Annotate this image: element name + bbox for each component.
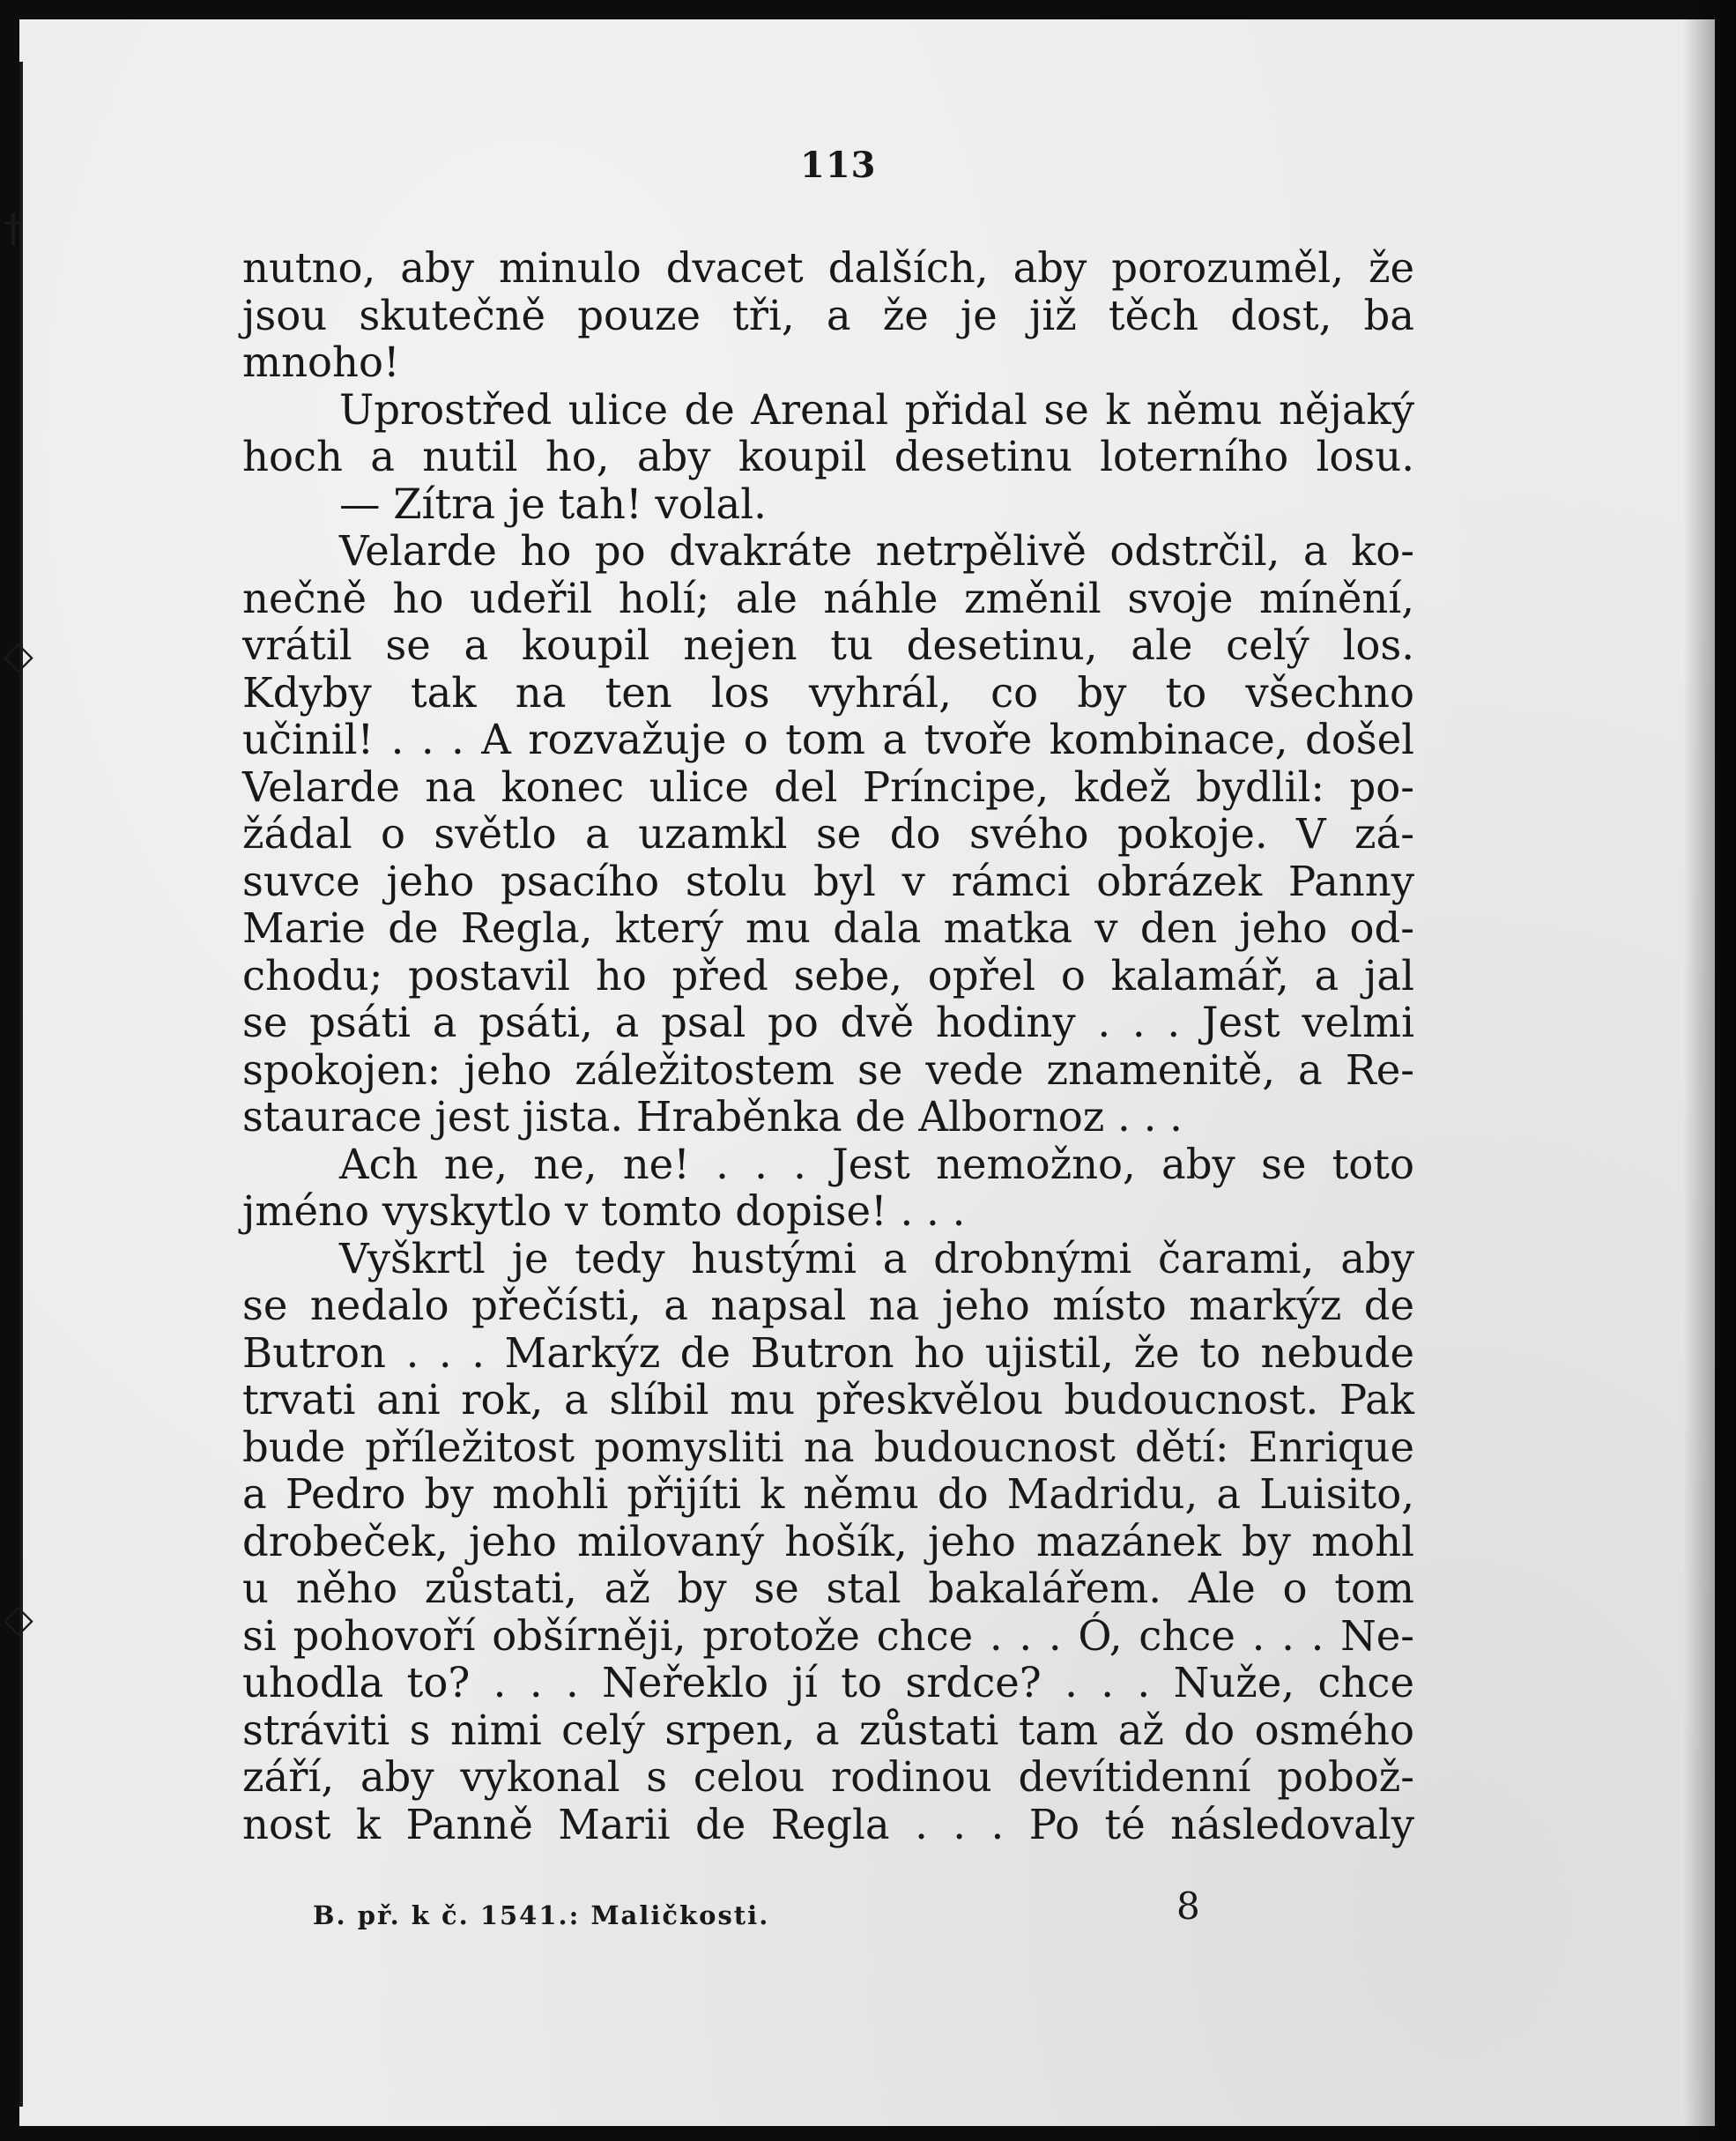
- text-line: nečně ho udeřil holí; ale náhle změnil svoje mínění,: [242, 574, 1414, 622]
- text-line: a Pedro by mohli přijíti k němu do Madridu, a Luisito,: [242, 1470, 1414, 1518]
- binding-thread-mark: ◇: [4, 1596, 33, 1641]
- text-line: jméno vyskytlo v tomto dopise! . . .: [242, 1187, 966, 1235]
- text-line: jsou skutečně pouze tři, a že je již těch dost, ba: [242, 291, 1414, 339]
- text-line: u něho zůstati, až by se stal bakalářem. Ale o tom: [242, 1565, 1414, 1612]
- text-line: trvati ani rok, a slíbil mu přeskvělou budoucnost. Pak: [242, 1376, 1414, 1424]
- text-line: se nedalo přečísti, a napsal na jeho místo markýz de: [242, 1282, 1414, 1329]
- text-line: Vyškrtl je tedy hustými a drobnými čarami, aby: [339, 1234, 1414, 1282]
- binding-thread-mark: ◇: [4, 633, 33, 678]
- page-number: 113: [800, 145, 877, 186]
- text-line: učinil! . . . A rozvažuje o tom a tvoře kombinace, došel: [242, 716, 1414, 763]
- text-line: chodu; postavil ho před sebe, opřel o kalamář, a jal: [242, 951, 1414, 1000]
- text-line: vrátil se a koupil nejen tu desetinu, ale celý los.: [242, 621, 1414, 669]
- body-text: [242, 245, 1414, 1848]
- text-line: nutno, aby minulo dvacet dalších, aby porozuměl, že: [242, 244, 1414, 292]
- text-line: Marie de Regla, který mu dala matka v den jeho od-: [242, 904, 1414, 952]
- text-line: nost k Panně Marii de Regla . . . Po té následovaly: [242, 1800, 1414, 1848]
- text-line: Velarde na konec ulice del Príncipe, kdež bydlil: po-: [242, 762, 1414, 811]
- text-line: — Zítra je tah! volal.: [339, 479, 767, 528]
- binding-edge: [19, 62, 23, 2107]
- sheet-number: 8: [1176, 1885, 1200, 1928]
- text-line: Ach ne, ne, ne! . . . Jest nemožno, aby se toto: [339, 1140, 1414, 1188]
- text-line: Kdyby tak na ten los vyhrál, co by to všechno: [242, 668, 1414, 717]
- text-line: spokojen: jeho záležitostem se vede znamenitě, a Re-: [242, 1045, 1414, 1094]
- text-line: drobeček, jeho milovaný hošík, jeho mazánek by mohl: [242, 1517, 1414, 1565]
- text-line: suvce jeho psacího stolu byl v rámci obrázek Panny: [242, 857, 1414, 905]
- text-line: hoch a nutil ho, aby koupil desetinu loterního losu.: [242, 433, 1414, 480]
- text-line: mnoho!: [242, 338, 400, 386]
- text-line: Velarde ho po dvakráte netrpělivě odstrčil, a ko-: [339, 527, 1414, 575]
- page-edge-shadow: [1683, 0, 1736, 2141]
- text-line: stráviti s nimi celý srpen, a zůstati tam až do osmého: [242, 1706, 1414, 1754]
- text-line: Uprostřed ulice de Arenal přidal se k němu nějaký: [339, 385, 1414, 434]
- text-line: Butron . . . Markýz de Butron ho ujistil, že to nebude: [242, 1328, 1414, 1377]
- text-line: bude příležitost pomysliti na budoucnost dětí: Enrique: [242, 1423, 1414, 1471]
- text-line: staurace jest jista. Hraběnka de Albornoz . . .: [242, 1093, 1183, 1141]
- text-line: se psáti a psáti, a psal po dvě hodiny . . . Jest velmi: [242, 999, 1414, 1046]
- printer-signature: B. př. k č. 1541.: Maličkosti.: [313, 1900, 770, 1930]
- text-line: uhodla to? . . . Neřeklo jí to srdce? . . . Nuže, chce: [242, 1659, 1414, 1706]
- text-line: si pohovoří obšírněji, protože chce . . . Ó, chce . . . Ne-: [242, 1611, 1414, 1660]
- text-line: žádal o světlo a uzamkl se do svého pokoje. V zá-: [242, 810, 1414, 858]
- text-line: září, aby vykonal s celou rodinou devítidenní pobož-: [242, 1753, 1414, 1801]
- binding-thread-mark: †: [4, 206, 23, 251]
